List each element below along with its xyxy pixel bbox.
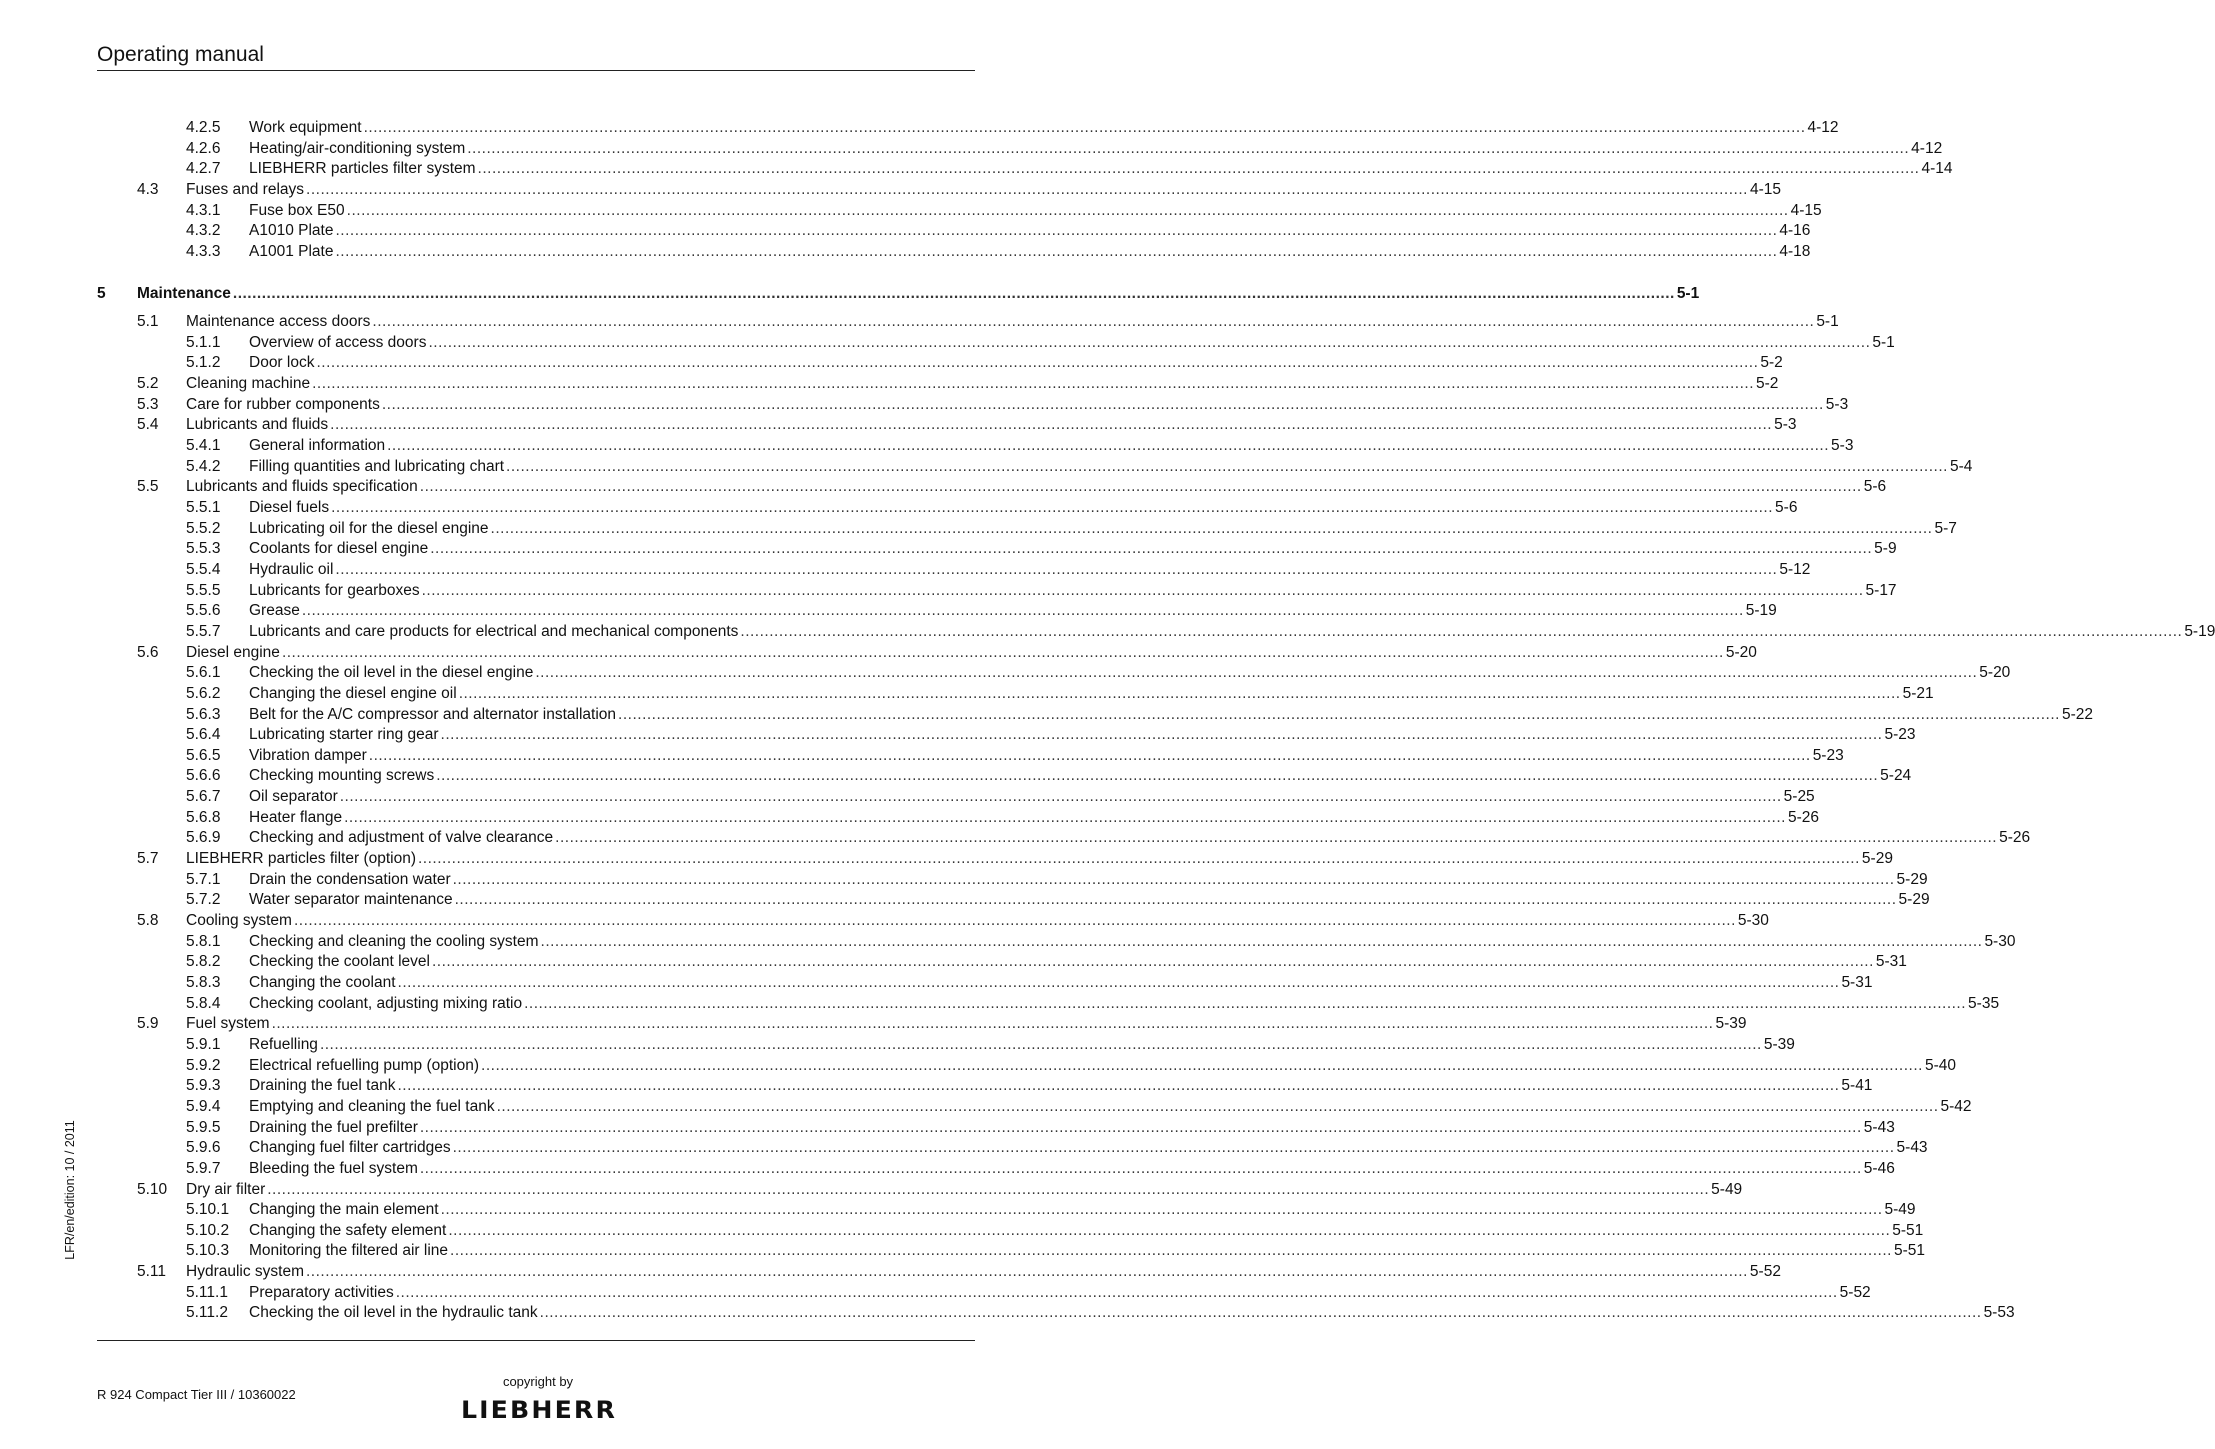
toc-entry-title: Checking mounting screws bbox=[249, 767, 435, 784]
toc-entry-title: Vibration damper bbox=[249, 747, 367, 764]
toc-entry-page: 5-29 bbox=[1861, 850, 1893, 867]
dot-leader: ............................................................................................................................................................................................................................................................................................................ bbox=[535, 664, 1978, 681]
dot-leader: ............................................................................................................................................................................................................................................................................................................ bbox=[440, 1201, 1883, 1218]
dot-leader: ............................................................................................................................................................................................................................................................................................................ bbox=[740, 623, 2183, 640]
toc-entry[interactable] bbox=[97, 1180, 1743, 1200]
toc-entry-number: 5.10.3 bbox=[186, 1242, 230, 1259]
toc-entry-page: 4-12 bbox=[1807, 119, 1839, 136]
toc-entry-page: 5-49 bbox=[1711, 1181, 1743, 1198]
toc-entry-title: Water separator maintenance bbox=[249, 891, 453, 908]
toc-entry-title: Lubricants and care products for electrical and mechanical components bbox=[249, 623, 739, 640]
dot-leader: ............................................................................................................................................................................................................................................................................................................ bbox=[319, 1036, 1762, 1053]
toc-entry[interactable] bbox=[97, 1262, 1781, 1282]
toc-entry-number: 5.4.2 bbox=[186, 458, 221, 475]
toc-entry-page: 4-14 bbox=[1921, 160, 1953, 177]
toc-entry-title: Care for rubber components bbox=[186, 396, 380, 413]
toc-entry[interactable] bbox=[97, 242, 1811, 262]
toc-entry-title: Dry air filter bbox=[186, 1181, 266, 1198]
toc-entry-title: LIEBHERR particles filter (option) bbox=[186, 850, 416, 867]
toc-entry[interactable] bbox=[97, 1200, 1916, 1220]
toc-entry-page: 5-1 bbox=[1816, 313, 1839, 330]
toc-entry-number: 5.8.2 bbox=[186, 953, 221, 970]
toc-entry[interactable] bbox=[97, 1138, 1928, 1158]
dot-leader: ............................................................................................................................................................................................................................................................................................................ bbox=[281, 644, 1724, 661]
toc-entry[interactable] bbox=[97, 118, 1839, 138]
toc-entry[interactable] bbox=[97, 1056, 1956, 1076]
dot-leader: ............................................................................................................................................................................................................................................................................................................ bbox=[436, 767, 1879, 784]
dot-leader: ............................................................................................................................................................................................................................................................................................................ bbox=[540, 933, 1983, 950]
toc-entry-page: 5-21 bbox=[1902, 685, 1934, 702]
toc-entry-page: 5-52 bbox=[1749, 1263, 1781, 1280]
toc-entry-page: 5-20 bbox=[1725, 644, 1757, 661]
toc-entry-title: Filling quantities and lubricating chart bbox=[249, 458, 505, 475]
dot-leader: ............................................................................................................................................................................................................................................................................................................ bbox=[496, 1098, 1939, 1115]
dot-leader: ............................................................................................................................................................................................................................................................................................................ bbox=[339, 788, 1782, 805]
dot-leader: ............................................................................................................................................................................................................................................................................................................ bbox=[419, 1119, 1862, 1136]
toc-entry[interactable] bbox=[97, 1159, 1895, 1179]
toc-entry-page: 5-25 bbox=[1783, 788, 1815, 805]
toc-entry-number: 5.6.2 bbox=[186, 685, 221, 702]
toc-entry-number: 5.9.5 bbox=[186, 1119, 221, 1136]
toc-entry-number: 5.9 bbox=[137, 1015, 159, 1032]
dot-leader: ............................................................................................................................................................................................................................................................................................................ bbox=[454, 891, 1897, 908]
toc-entry-page: 5-19 bbox=[2184, 623, 2215, 640]
toc-entry-number: 5.7.2 bbox=[186, 891, 221, 908]
toc-entry-number: 4.3.2 bbox=[186, 222, 221, 239]
toc-entry-page: 5-12 bbox=[1779, 561, 1811, 578]
dot-leader: ............................................................................................................................................................................................................................................................................................................ bbox=[506, 458, 1948, 475]
toc-entry[interactable] bbox=[97, 849, 1893, 869]
toc-entry-number: 5.6.1 bbox=[186, 664, 221, 681]
dot-leader: ............................................................................................................................................................................................................................................................................................................ bbox=[397, 1077, 1840, 1094]
toc-entry-number: 5.9.4 bbox=[186, 1098, 221, 1115]
toc-entry-number: 5.5.7 bbox=[186, 623, 221, 640]
dot-leader: ............................................................................................................................................................................................................................................................................................................ bbox=[316, 354, 1759, 371]
toc-entry[interactable] bbox=[97, 436, 1854, 456]
toc-entry-number: 5.5.6 bbox=[186, 602, 221, 619]
toc-entry-title: Hydraulic system bbox=[186, 1263, 304, 1280]
toc-entry-title: Checking the oil level in the hydraulic tank bbox=[249, 1304, 538, 1321]
toc-entry-page: 5-42 bbox=[1940, 1098, 1972, 1115]
toc-entry-page: 5-20 bbox=[1979, 664, 2011, 681]
toc-entry-number: 5.10.2 bbox=[186, 1222, 230, 1239]
toc-entry-number: 5.8.1 bbox=[186, 933, 221, 950]
toc-entry-page: 5-23 bbox=[1812, 747, 1844, 764]
toc-entry-page: 5-53 bbox=[1983, 1304, 2015, 1321]
toc-entry-title: Lubricating starter ring gear bbox=[249, 726, 439, 743]
dot-leader: ............................................................................................................................................................................................................................................................................................................ bbox=[481, 1057, 1923, 1074]
dot-leader: ............................................................................................................................................................................................................................................................................................................ bbox=[419, 478, 1862, 495]
toc-entry-number: 5.8.3 bbox=[186, 974, 221, 991]
toc-entry[interactable] bbox=[97, 1283, 1871, 1303]
dot-leader: ............................................................................................................................................................................................................................................................................................................ bbox=[428, 334, 1871, 351]
toc-entry[interactable] bbox=[97, 581, 1897, 601]
toc-entry-number: 5.5 bbox=[137, 478, 159, 495]
toc-entry[interactable] bbox=[97, 159, 1953, 179]
toc-entry[interactable] bbox=[97, 952, 1907, 972]
toc-entry-number: 4.2.7 bbox=[186, 160, 221, 177]
dot-leader: ............................................................................................................................................................................................................................................................................................................ bbox=[524, 995, 1967, 1012]
toc-entry-page: 5-29 bbox=[1896, 871, 1928, 888]
toc-entry-title: Door lock bbox=[249, 354, 315, 371]
toc-entry-number: 5.5.2 bbox=[186, 520, 221, 537]
dot-leader: ............................................................................................................................................................................................................................................................................................................ bbox=[490, 520, 1933, 537]
toc-entry[interactable] bbox=[97, 1097, 1972, 1117]
toc-entry[interactable] bbox=[97, 539, 1897, 559]
toc-entry-page: 4-15 bbox=[1749, 181, 1781, 198]
dot-leader: ............................................................................................................................................................................................................................................................................................................ bbox=[555, 829, 1998, 846]
dot-leader: ............................................................................................................................................................................................................................................................................................................ bbox=[344, 809, 1786, 826]
toc-entry-number: 5.6.8 bbox=[186, 809, 221, 826]
toc-entry-title: Cleaning machine bbox=[186, 375, 311, 392]
toc-entry-number: 5.6 bbox=[137, 644, 159, 661]
toc-entry[interactable] bbox=[97, 870, 1928, 890]
toc-entry[interactable] bbox=[97, 180, 1781, 200]
toc-entry-page: 5-17 bbox=[1865, 582, 1897, 599]
dot-leader: ............................................................................................................................................................................................................................................................................................................ bbox=[397, 974, 1840, 991]
toc-entry-number: 5.1.1 bbox=[186, 334, 221, 351]
toc-entry-page: 5-39 bbox=[1763, 1036, 1795, 1053]
dot-leader: ............................................................................................................................................................................................................................................................................................................ bbox=[477, 160, 1920, 177]
toc-entry[interactable] bbox=[97, 725, 1916, 745]
toc-entry-title: Overview of access doors bbox=[249, 334, 427, 351]
toc-entry-title: General information bbox=[249, 437, 386, 454]
dot-leader: ............................................................................................................................................................................................................................................................................................................ bbox=[458, 685, 1901, 702]
toc-entry-page: 5-35 bbox=[1968, 995, 2000, 1012]
toc-entry[interactable] bbox=[97, 911, 1769, 931]
toc-entry[interactable] bbox=[97, 415, 1797, 435]
toc-entry[interactable] bbox=[97, 457, 1973, 477]
toc-entry-page: 5-51 bbox=[1892, 1222, 1924, 1239]
dot-leader: ............................................................................................................................................................................................................................................................................................................ bbox=[306, 181, 1748, 198]
logo-wordmark: LIEBHERR bbox=[461, 1396, 617, 1424]
toc-entry-title: Changing fuel filter cartridges bbox=[249, 1139, 451, 1156]
dot-leader: ............................................................................................................................................................................................................................................................................................................ bbox=[346, 202, 1789, 219]
toc-entry-number: 4.3 bbox=[137, 181, 159, 198]
dot-leader: ............................................................................................................................................................................................................................................................................................................ bbox=[431, 953, 1874, 970]
toc-entry-page: 5-39 bbox=[1715, 1015, 1747, 1032]
toc-entry-number: 4.3.1 bbox=[186, 202, 221, 219]
dot-leader: ............................................................................................................................................................................................................................................................................................................ bbox=[618, 706, 2060, 723]
dot-leader: ............................................................................................................................................................................................................................................................................................................ bbox=[539, 1304, 1982, 1321]
toc-entry-page: 5-22 bbox=[2061, 706, 2093, 723]
toc-entry-number: 5.7.1 bbox=[186, 871, 221, 888]
toc-entry-number: 5.9.3 bbox=[186, 1077, 221, 1094]
dot-leader: ............................................................................................................................................................................................................................................................................................................ bbox=[450, 1242, 1892, 1259]
toc-entry[interactable] bbox=[97, 1076, 1873, 1096]
toc-entry-number: 4.2.6 bbox=[186, 140, 221, 157]
toc-entry-number: 5.11.1 bbox=[186, 1284, 228, 1301]
toc-entry-title: Heating/air-conditioning system bbox=[249, 140, 466, 157]
toc-entry-page: 5-51 bbox=[1893, 1242, 1925, 1259]
dot-leader: ............................................................................................................................................................................................................................................................................................................ bbox=[363, 119, 1806, 136]
toc-entry-number: 5.5.3 bbox=[186, 540, 221, 557]
toc-entry[interactable] bbox=[97, 994, 2000, 1014]
toc-entry-title: Lubricants and fluids bbox=[186, 416, 329, 433]
toc-entry-number: 5.9.2 bbox=[186, 1057, 221, 1074]
toc-entry-page: 5-26 bbox=[1787, 809, 1820, 826]
toc-entry-number: 5.5.5 bbox=[186, 582, 221, 599]
toc-entry[interactable] bbox=[97, 284, 1700, 304]
dot-leader: ............................................................................................................................................................................................................................................................................................................ bbox=[293, 912, 1736, 929]
toc-entry-number: 5 bbox=[97, 285, 106, 302]
toc-entry-page: 5-26 bbox=[1999, 829, 2031, 846]
toc-entry-number: 5.5.4 bbox=[186, 561, 221, 578]
toc-entry[interactable] bbox=[97, 353, 1783, 373]
dot-leader: ............................................................................................................................................................................................................................................................................................................ bbox=[335, 243, 1778, 260]
toc-entry-title: Electrical refuelling pump (option) bbox=[249, 1057, 480, 1074]
toc-entry-page: 5-31 bbox=[1875, 953, 1907, 970]
dot-leader: ............................................................................................................................................................................................................................................................................................................ bbox=[271, 1015, 1714, 1032]
toc-entry-title: Checking the oil level in the diesel engine bbox=[249, 664, 534, 681]
toc-entry-number: 5.9.1 bbox=[186, 1036, 221, 1053]
toc-entry-title: Work equipment bbox=[249, 119, 362, 136]
toc-entry-page: 4-16 bbox=[1779, 222, 1811, 239]
toc-entry-number: 5.1 bbox=[137, 313, 159, 330]
toc-entry-title: Cooling system bbox=[186, 912, 292, 929]
toc-entry[interactable] bbox=[97, 221, 1811, 241]
toc-entry-title: Fuel system bbox=[186, 1015, 270, 1032]
toc-entry[interactable] bbox=[97, 828, 2031, 848]
toc-entry-number: 5.11.2 bbox=[186, 1304, 228, 1321]
toc-entry-number: 5.4.1 bbox=[186, 437, 221, 454]
dot-leader: ............................................................................................................................................................................................................................................................................................................ bbox=[430, 540, 1873, 557]
toc-entry-page: 5-46 bbox=[1863, 1160, 1895, 1177]
toc-entry-title: Fuse box E50 bbox=[249, 202, 345, 219]
toc-entry[interactable] bbox=[97, 705, 2093, 725]
toc-entry[interactable] bbox=[97, 374, 1779, 394]
toc-entry-page: 5-3 bbox=[1831, 437, 1854, 454]
dot-leader: ............................................................................................................................................................................................................................................................................................................ bbox=[232, 285, 1675, 302]
toc-entry-title: Draining the fuel tank bbox=[249, 1077, 396, 1094]
toc-entry-number: 5.10 bbox=[137, 1181, 168, 1198]
toc-entry-page: 5-43 bbox=[1896, 1139, 1928, 1156]
toc-entry-page: 5-31 bbox=[1841, 974, 1873, 991]
toc-entry-page: 5-6 bbox=[1775, 499, 1798, 516]
toc-entry-title: Maintenance access doors bbox=[186, 313, 371, 330]
toc-entry-title: Lubricants for gearboxes bbox=[249, 582, 420, 599]
toc-entry-title: Emptying and cleaning the fuel tank bbox=[249, 1098, 495, 1115]
dot-leader: ............................................................................................................................................................................................................................................................................................................ bbox=[368, 747, 1811, 764]
toc-entry-title: Checking and adjustment of valve clearance bbox=[249, 829, 554, 846]
toc-entry-page: 5-1 bbox=[1676, 285, 1700, 302]
toc-entry-page: 5-9 bbox=[1874, 540, 1897, 557]
toc-entry-title: Diesel fuels bbox=[249, 499, 330, 516]
dot-leader: ............................................................................................................................................................................................................................................................................................................ bbox=[335, 222, 1778, 239]
toc-entry-page: 5-49 bbox=[1884, 1201, 1916, 1218]
dot-leader: ............................................................................................................................................................................................................................................................................................................ bbox=[387, 437, 1830, 454]
toc-entry-title: Lubricants and fluids specification bbox=[186, 478, 418, 495]
toc-entry-number: 5.6.3 bbox=[186, 706, 221, 723]
toc-entry-page: 5-6 bbox=[1863, 478, 1887, 495]
toc-entry-title: LIEBHERR particles filter system bbox=[249, 160, 476, 177]
toc-entry[interactable] bbox=[97, 395, 1849, 415]
toc-entry[interactable] bbox=[97, 139, 1943, 159]
toc-entry-title: Belt for the A/C compressor and alternator installation bbox=[249, 706, 617, 723]
toc-entry[interactable] bbox=[97, 560, 1811, 580]
toc-entry-title: A1010 Plate bbox=[249, 222, 334, 239]
toc-entry-number: 4.2.5 bbox=[186, 119, 221, 136]
toc-entry-page: 5-4 bbox=[1949, 458, 1973, 475]
toc-entry[interactable] bbox=[97, 1014, 1747, 1034]
toc-entry[interactable] bbox=[97, 766, 1912, 786]
toc-entry-page: 5-7 bbox=[1934, 520, 1957, 537]
dot-leader: ............................................................................................................................................................................................................................................................................................................ bbox=[452, 871, 1895, 888]
toc-entry[interactable] bbox=[97, 1241, 1925, 1261]
toc-entry[interactable] bbox=[97, 932, 2016, 952]
toc-entry-page: 5-3 bbox=[1774, 416, 1797, 433]
copyright-notice: copyright by bbox=[502, 1374, 574, 1389]
toc-entry[interactable] bbox=[97, 1035, 1795, 1055]
toc-entry[interactable] bbox=[97, 519, 1957, 539]
toc-entry-title: Diesel engine bbox=[186, 644, 280, 661]
toc-entry-number: 5.6.4 bbox=[186, 726, 221, 743]
toc-entry-number: 5.8 bbox=[137, 912, 159, 929]
toc-entry-page: 5-19 bbox=[1745, 602, 1777, 619]
toc-entry[interactable] bbox=[97, 601, 1777, 621]
toc-entry-number: 5.5.1 bbox=[186, 499, 221, 516]
dot-leader: ............................................................................................................................................................................................................................................................................................................ bbox=[267, 1181, 1710, 1198]
toc-entry-page: 5-30 bbox=[1984, 933, 2016, 950]
dot-leader: ............................................................................................................................................................................................................................................................................................................ bbox=[301, 602, 1744, 619]
toc-entry[interactable] bbox=[97, 333, 1895, 353]
toc-entry-page: 5-52 bbox=[1839, 1284, 1871, 1301]
toc-entry-page: 5-3 bbox=[1825, 396, 1849, 413]
dot-leader: ............................................................................................................................................................................................................................................................................................................ bbox=[306, 1263, 1748, 1280]
toc-entry[interactable] bbox=[97, 746, 1844, 766]
toc-entry[interactable] bbox=[97, 973, 1873, 993]
toc-entry-page: 5-1 bbox=[1872, 334, 1895, 351]
toc-entry[interactable] bbox=[97, 1221, 1924, 1241]
toc-entry-number: 5.6.7 bbox=[186, 788, 221, 805]
toc-entry-page: 4-18 bbox=[1779, 243, 1811, 260]
toc-entry[interactable] bbox=[97, 477, 1887, 497]
dot-leader: ............................................................................................................................................................................................................................................................................................................ bbox=[335, 561, 1778, 578]
toc-entry-number: 5.6.9 bbox=[186, 829, 221, 846]
toc-entry-page: 5-30 bbox=[1737, 912, 1769, 929]
dot-leader: ............................................................................................................................................................................................................................................................................................................ bbox=[448, 1222, 1891, 1239]
toc-entry-title: Changing the safety element bbox=[249, 1222, 447, 1239]
toc-entry[interactable] bbox=[97, 1118, 1895, 1138]
toc-entry-page: 4-15 bbox=[1790, 202, 1822, 219]
document-id: R 924 Compact Tier III / 10360022 bbox=[97, 1387, 296, 1402]
toc-entry-number: 5.6.6 bbox=[186, 767, 221, 784]
toc-entry[interactable] bbox=[97, 622, 2215, 642]
dot-leader: ............................................................................................................................................................................................................................................................................................................ bbox=[419, 1160, 1862, 1177]
toc-entry-number: 5.7 bbox=[137, 850, 159, 867]
dot-leader: ............................................................................................................................................................................................................................................................................................................ bbox=[330, 416, 1773, 433]
toc-entry[interactable] bbox=[97, 1303, 2015, 1323]
toc-entry-title: Fuses and relays bbox=[186, 181, 305, 198]
toc-entry-number: 5.10.1 bbox=[186, 1201, 230, 1218]
toc-entry-number: 5.2 bbox=[137, 375, 159, 392]
footer-divider bbox=[97, 1340, 975, 1341]
toc-entry-title: Changing the main element bbox=[249, 1201, 439, 1218]
toc-entry-page: 5-23 bbox=[1884, 726, 1916, 743]
toc-entry-title: Preparatory activities bbox=[249, 1284, 394, 1301]
dot-leader: ............................................................................................................................................................................................................................................................................................................ bbox=[312, 375, 1754, 392]
toc-entry-title: Changing the diesel engine oil bbox=[249, 685, 457, 702]
toc-entry-number: 5.6.5 bbox=[186, 747, 221, 764]
toc-entry-number: 4.3.3 bbox=[186, 243, 221, 260]
dot-leader: ............................................................................................................................................................................................................................................................................................................ bbox=[467, 140, 1910, 157]
toc-entry-title: Hydraulic oil bbox=[249, 561, 334, 578]
toc-entry[interactable] bbox=[97, 787, 1815, 807]
toc-entry-page: 4-12 bbox=[1911, 140, 1943, 157]
toc-entry-title: Heater flange bbox=[249, 809, 343, 826]
toc-entry-title: Grease bbox=[249, 602, 300, 619]
toc-entry[interactable] bbox=[97, 312, 1839, 332]
toc-entry-title: Oil separator bbox=[249, 788, 338, 805]
toc-entry-number: 5.9.6 bbox=[186, 1139, 221, 1156]
toc-entry-page: 5-24 bbox=[1880, 767, 1912, 784]
toc-entry-title: Checking the coolant level bbox=[249, 953, 430, 970]
toc-entry-number: 5.11 bbox=[137, 1263, 167, 1280]
toc-entry-title: Maintenance bbox=[137, 285, 231, 302]
toc-entry-title: Changing the coolant bbox=[249, 974, 396, 991]
toc-entry-page: 5-2 bbox=[1756, 375, 1779, 392]
toc-entry-title: Bleeding the fuel system bbox=[249, 1160, 418, 1177]
toc-entry-title: Lubricating oil for the diesel engine bbox=[249, 520, 489, 537]
toc-entry-number: 5.9.7 bbox=[186, 1160, 221, 1177]
toc-entry-title: Checking coolant, adjusting mixing ratio bbox=[249, 995, 523, 1012]
toc-entry-title: Drain the condensation water bbox=[249, 871, 451, 888]
toc-entry-number: 5.4 bbox=[137, 416, 159, 433]
dot-leader: ............................................................................................................................................................................................................................................................................................................ bbox=[418, 850, 1860, 867]
toc-entry-title: Refuelling bbox=[249, 1036, 318, 1053]
toc-entry-page: 5-41 bbox=[1841, 1077, 1873, 1094]
liebherr-logo bbox=[460, 1396, 618, 1422]
toc-entry-page: 5-2 bbox=[1760, 354, 1783, 371]
toc-entry-page: 5-43 bbox=[1863, 1119, 1895, 1136]
toc-entry[interactable] bbox=[97, 201, 1822, 221]
toc-entry-title: Draining the fuel prefilter bbox=[249, 1119, 418, 1136]
dot-leader: ............................................................................................................................................................................................................................................................................................................ bbox=[381, 396, 1824, 413]
dot-leader: ............................................................................................................................................................................................................................................................................................................ bbox=[395, 1284, 1838, 1301]
toc-entry[interactable] bbox=[97, 808, 1820, 828]
dot-leader: ............................................................................................................................................................................................................................................................................................................ bbox=[372, 313, 1815, 330]
toc-entry-title: Checking and cleaning the cooling system bbox=[249, 933, 539, 950]
toc-entry[interactable] bbox=[97, 890, 1930, 910]
toc-entry-page: 5-29 bbox=[1898, 891, 1930, 908]
edition-label: LFR/en/edition: 10 / 2011 bbox=[63, 1120, 77, 1260]
toc-entry[interactable] bbox=[97, 663, 2011, 683]
toc-entry-page: 5-40 bbox=[1924, 1057, 1956, 1074]
page-title: Operating manual bbox=[97, 43, 264, 66]
toc-entry-title: Coolants for diesel engine bbox=[249, 540, 429, 557]
toc-entry-number: 5.8.4 bbox=[186, 995, 221, 1012]
dot-leader: ............................................................................................................................................................................................................................................................................................................ bbox=[452, 1139, 1895, 1156]
toc-entry-number: 5.3 bbox=[137, 396, 159, 413]
toc-entry[interactable] bbox=[97, 684, 1934, 704]
toc-entry-title: Monitoring the filtered air line bbox=[249, 1242, 449, 1259]
dot-leader: ............................................................................................................................................................................................................................................................................................................ bbox=[440, 726, 1883, 743]
dot-leader: ............................................................................................................................................................................................................................................................................................................ bbox=[421, 582, 1864, 599]
toc-entry[interactable] bbox=[97, 643, 1757, 663]
toc-entry[interactable] bbox=[97, 498, 1798, 518]
toc-entry-number: 5.1.2 bbox=[186, 354, 221, 371]
dot-leader: ............................................................................................................................................................................................................................................................................................................ bbox=[331, 499, 1774, 516]
toc-entry-title: A1001 Plate bbox=[249, 243, 334, 260]
